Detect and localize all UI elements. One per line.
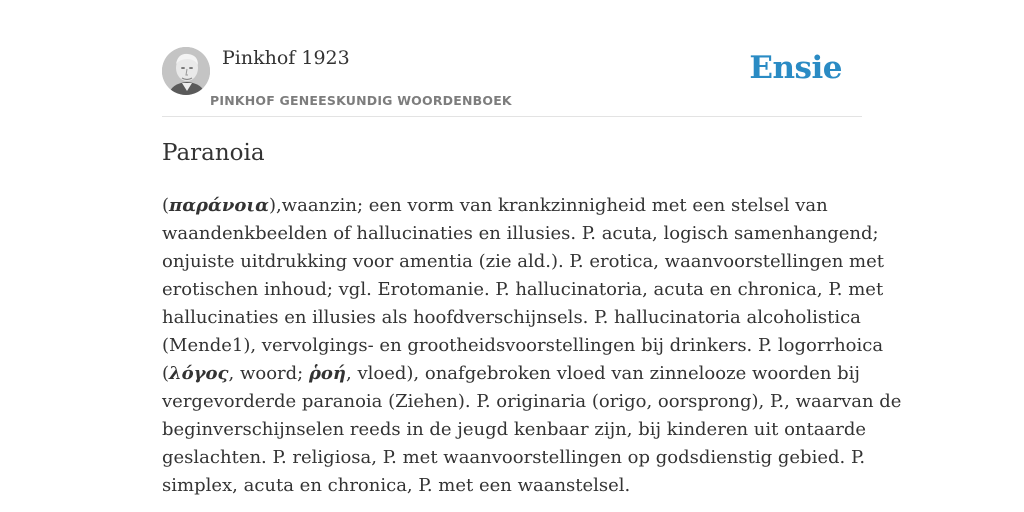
entry-title: Paranoia bbox=[162, 140, 265, 166]
definition-text: ),waanzin; een vorm van krankzinnigheid met een stelsel van bbox=[268, 195, 828, 216]
definition-text: hallucinaties en illusies als hoofdverschijnsels. P. hallucinatoria alcoholistica bbox=[162, 307, 861, 328]
definition-text: onjuiste uitdrukking voor amentia (zie ald.). P. erotica, waanvoorstellingen met bbox=[162, 251, 884, 272]
definition-text: ( bbox=[162, 195, 170, 216]
definition-line bbox=[162, 360, 862, 388]
ensie-logo[interactable]: Ensie bbox=[749, 50, 842, 86]
definition-text: erotischen inhoud; vgl. Erotomanie. P. hallucinatoria, acuta en chronica, P. met bbox=[162, 279, 884, 300]
definition-text: (Mende1), vervolgings- en grootheidsvoorstellingen bij drinkers. P. logorrhoica bbox=[162, 335, 884, 356]
definition-line bbox=[162, 304, 862, 332]
greek-term: παράνοια bbox=[169, 195, 269, 216]
definition-text: waandenkbeelden of hallucinaties en illusies. P. acuta, logisch samenhangend; bbox=[162, 223, 879, 244]
definition-line bbox=[162, 416, 866, 444]
definition-line bbox=[162, 388, 902, 416]
definition-text: beginverschijnselen reeds in de jeugd kenbaar zijn, bij kinderen uit ontaarde bbox=[162, 419, 866, 440]
definition-text: ( bbox=[162, 363, 170, 384]
greek-term: λόγος bbox=[169, 363, 229, 384]
definition-text: , woord; bbox=[228, 363, 309, 384]
author-name[interactable]: Pinkhof 1923 bbox=[222, 47, 350, 69]
author-avatar[interactable] bbox=[162, 47, 210, 95]
page-container bbox=[162, 0, 902, 496]
entry-definition bbox=[162, 192, 902, 500]
definition-text: vergevorderde paranoia (Ziehen). P. originaria (origo, oorsprong), P., waarvan de bbox=[162, 391, 902, 412]
greek-term: ῥοή bbox=[308, 363, 347, 384]
definition-line bbox=[162, 220, 879, 248]
definition-line bbox=[162, 248, 884, 276]
definition-text: , vloed), onafgebroken vloed van zinnelooze woorden bij bbox=[346, 363, 860, 384]
definition-text: simplex, acuta en chronica, P. met een waanstelsel. bbox=[162, 475, 631, 496]
definition-line bbox=[162, 472, 862, 500]
source-name[interactable]: PINKHOF GENEESKUNDIG WOORDENBOEK bbox=[210, 93, 512, 108]
definition-line bbox=[162, 276, 884, 304]
definition-text: geslachten. P. religiosa, P. met waanvoorstellingen op godsdienstig gebied. P. bbox=[162, 447, 866, 468]
portrait-photo-icon bbox=[162, 47, 210, 95]
definition-line bbox=[162, 192, 862, 220]
page-header bbox=[162, 0, 862, 117]
definition-line bbox=[162, 444, 866, 472]
definition-line bbox=[162, 332, 884, 360]
